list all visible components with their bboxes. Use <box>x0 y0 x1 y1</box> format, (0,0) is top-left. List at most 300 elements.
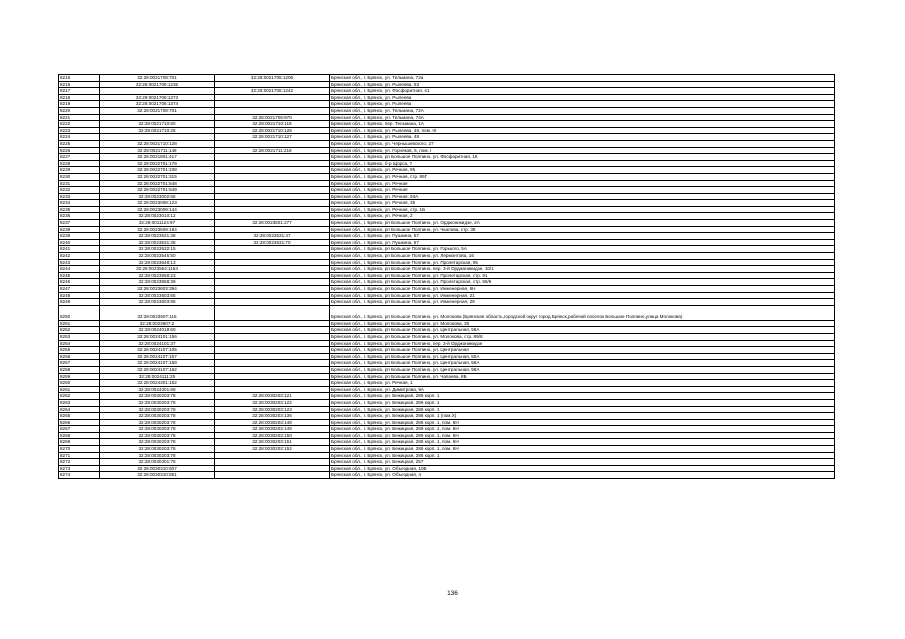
table-row <box>59 327 835 334</box>
land-cadastral-number: 32:28:0023009:144 <box>100 206 215 213</box>
address-cell: Брянская обл., г. Брянск, ул. Речная, 93А <box>330 193 835 200</box>
table-row <box>59 465 835 472</box>
row-number: 8253 <box>59 333 100 340</box>
building-cadastral-number: 32:28:0023531:70 <box>215 239 330 246</box>
land-cadastral-number: 32:28:0024018:60 <box>100 327 215 334</box>
land-cadastral-number: 32:28:0011124:97 <box>100 220 215 227</box>
row-number: 8229 <box>59 167 100 174</box>
row-number: 8250 <box>59 305 100 320</box>
row-number: 8265 <box>59 413 100 420</box>
land-cadastral-number: 32:28:0030203:78 <box>100 432 215 439</box>
land-cadastral-number: 32:28:0030301:76 <box>100 459 215 466</box>
land-cadastral-number: 32:28:0024107:157 <box>100 353 215 360</box>
address-cell: Брянская обл., г. Брянск, ул. Рылеева, 48 <box>330 134 835 141</box>
land-cadastral-number: 32:28:0023603:65 <box>100 292 215 299</box>
table-row <box>59 107 835 114</box>
land-cadastral-number: 32:28:0023558:23 <box>100 272 215 279</box>
land-cadastral-number: 32:28:0030203:78 <box>100 439 215 446</box>
building-cadastral-number <box>215 206 330 213</box>
row-number: 8247 <box>59 286 100 293</box>
row-number: 8223 <box>59 127 100 134</box>
land-cadastral-number: 32:28:0023531:38 <box>100 239 215 246</box>
row-number: 8257 <box>59 360 100 367</box>
address-cell: Брянская обл., г. Брянск, ул. Рылеева, 48, пом. III <box>330 127 835 134</box>
row-number: 8272 <box>59 459 100 466</box>
building-cadastral-number <box>215 213 330 220</box>
table-row <box>59 239 835 246</box>
building-cadastral-number <box>215 360 330 367</box>
address-cell: Брянская обл., г. Брянск, ул. Тельмана, 74А <box>330 114 835 121</box>
table-row <box>59 353 835 360</box>
address-cell: Брянская обл., г. Брянск, рп Большое Полпино, пер. 3-й Орджоникидзе, 10/1 <box>330 266 835 273</box>
building-cadastral-number <box>215 107 330 114</box>
building-cadastral-number <box>215 380 330 387</box>
row-number: 8249 <box>59 299 100 306</box>
table-row <box>59 426 835 433</box>
land-cadastral-number: 32:28:0030310:607 <box>100 465 215 472</box>
building-cadastral-number <box>215 226 330 233</box>
building-cadastral-number <box>215 299 330 306</box>
table-row <box>59 233 835 240</box>
building-cadastral-number: 32:28:0030203:121 <box>215 393 330 400</box>
address-cell: Брянская обл., г. Брянск, рп Большое Полпино, ул. Чкалова, стр. 38 <box>330 226 835 233</box>
land-cadastral-number: 32:28:0023607:2 <box>100 320 215 327</box>
building-cadastral-number <box>215 327 330 334</box>
table-row <box>59 272 835 279</box>
table-row <box>59 366 835 373</box>
table-row <box>59 246 835 253</box>
land-cadastral-number <box>100 114 215 121</box>
building-cadastral-number <box>215 465 330 472</box>
address-cell: Брянская обл., г. Брянск, рп Большое Полпино, ул. Чапаева, 8Б <box>330 373 835 380</box>
row-number: 8259 <box>59 373 100 380</box>
building-cadastral-number <box>215 340 330 347</box>
building-cadastral-number <box>215 353 330 360</box>
row-number: 8220 <box>59 107 100 114</box>
building-cadastral-number <box>215 94 330 101</box>
building-cadastral-number: 32:28:0023501:277 <box>215 220 330 227</box>
address-cell: Брянская обл., г. Брянск, ул. Рылеева <box>330 101 835 108</box>
table-row <box>59 380 835 387</box>
row-number: 8243 <box>59 259 100 266</box>
table-row <box>59 386 835 393</box>
table-row <box>59 127 835 134</box>
row-number: 8264 <box>59 406 100 413</box>
address-cell: Брянская обл., г. Брянск, ул. Объездная, 4 <box>330 472 835 479</box>
land-cadastral-number: 32:28:0021710:80 <box>100 121 215 128</box>
row-number: 8225 <box>59 140 100 147</box>
row-number: 8224 <box>59 134 100 141</box>
building-cadastral-number <box>215 180 330 187</box>
land-cadastral-number: 32:28:0023008:123 <box>100 200 215 207</box>
table-row <box>59 94 835 101</box>
land-cadastral-number: 32:28:0030310:651 <box>100 472 215 479</box>
address-cell: Брянская обл., г. Брянск, ул. Речная <box>330 187 835 194</box>
land-cadastral-number: 32:28:0021711:148 <box>100 147 215 154</box>
land-cadastral-number <box>100 88 215 95</box>
row-number: 8271 <box>59 452 100 459</box>
row-number: 8266 <box>59 419 100 426</box>
address-cell: Брянская обл., г. Брянск, ул. Бежицкая, 286 корп. 1 <box>330 393 835 400</box>
address-cell: Брянская обл., г. Брянск, ул. Бежицкая, 286 корп. 1, пом. 6Н <box>330 446 835 453</box>
land-cadastral-number: 32:28:0023010:12 <box>100 213 215 220</box>
table-row <box>59 446 835 453</box>
land-cadastral-number <box>100 134 215 141</box>
row-number: 8233 <box>59 193 100 200</box>
building-cadastral-number <box>215 173 330 180</box>
land-cadastral-number: 32:28:0023603:394 <box>100 286 215 293</box>
row-number: 8237 <box>59 220 100 227</box>
table-row <box>59 333 835 340</box>
address-cell: Брянская обл., г. Брянск, ул. Фосфоритная, 41 <box>330 88 835 95</box>
address-cell: Брянская обл., г. Брянск, рп Большое Полпино, ул. Молокова, стр. 89/8 <box>330 333 835 340</box>
row-number: 8274 <box>59 472 100 479</box>
row-number: 8267 <box>59 426 100 433</box>
land-cadastral-number: 32:28:0023509:184 <box>100 226 215 233</box>
row-number: 8228 <box>59 160 100 167</box>
table-row <box>59 167 835 174</box>
table-row <box>59 173 835 180</box>
table-row <box>59 200 835 207</box>
land-cadastral-number: 32:28:0024107:105 <box>100 347 215 354</box>
building-cadastral-number <box>215 266 330 273</box>
land-cadastral-number: 32:28:0023545:50 <box>100 253 215 260</box>
address-cell: Брянская обл., г. Брянск, ул. Речная, 35 <box>330 200 835 207</box>
building-cadastral-number <box>215 472 330 479</box>
cadastral-table <box>58 74 835 479</box>
row-number: 8227 <box>59 154 100 161</box>
address-cell: Брянская обл., г. Брянск, рп Большое Полпино, ул. Центральная <box>330 347 835 354</box>
row-number: 8251 <box>59 320 100 327</box>
row-number: 8234 <box>59 200 100 207</box>
row-number: 8240 <box>59 239 100 246</box>
building-cadastral-number: 32:28:0021710:127 <box>215 134 330 141</box>
row-number: 8269 <box>59 439 100 446</box>
address-cell: Брянская обл., г. Брянск, ул. Бежицкая, 286 корп. 1, пом. 6Н <box>330 419 835 426</box>
land-cadastral-number: 32:28:0022701:549 <box>100 187 215 194</box>
land-cadastral-number: 32:28:0030203:78 <box>100 419 215 426</box>
land-cadastral-number: 32:28:0030203:78 <box>100 452 215 459</box>
table-row <box>59 154 835 161</box>
land-cadastral-number: 32:28:0023554:1154 <box>100 266 215 273</box>
address-cell: Брянская обл., г. Брянск, рп Большое Полпино, ул. Молокова (Брянская область,городской округ город Брянск,рабочий поселок Большое Полпино,улица Молокова) <box>330 305 835 320</box>
row-number: 8215 <box>59 75 100 82</box>
address-cell: Брянская обл., г. Брянск, рп Большое Полпино, ул. Центральная, 58А <box>330 360 835 367</box>
row-number: 8241 <box>59 246 100 253</box>
land-cadastral-number: 32:28:0022701:315 <box>100 173 215 180</box>
building-cadastral-number <box>215 259 330 266</box>
land-cadastral-number: 32:28:0021708:701 <box>100 107 215 114</box>
address-cell: Брянская обл., г. Брянск, ул. Речная, стр. 95Г <box>330 173 835 180</box>
address-cell: Брянская обл., г. Брянск, рп Большое Полпино, ул. Инженерная, 21 <box>330 292 835 299</box>
row-number: 8221 <box>59 114 100 121</box>
address-cell: Брянская обл., г. Брянск, ул. Речная, 95 <box>330 167 835 174</box>
row-number: 8268 <box>59 432 100 439</box>
land-cadastral-number: 32:28:0021710:26 <box>100 127 215 134</box>
building-cadastral-number: 32:28:0030203:122 <box>215 399 330 406</box>
building-cadastral-number <box>215 286 330 293</box>
address-cell: Брянская обл., г. Брянск, ул. Бежицкая, 286 корп. 1, пом. 6Н <box>330 426 835 433</box>
row-number: 8235 <box>59 206 100 213</box>
land-cadastral-number: 32:28:0024101:156 <box>100 333 215 340</box>
building-cadastral-number <box>215 333 330 340</box>
table-row <box>59 147 835 154</box>
table-row <box>59 413 835 420</box>
land-cadastral-number: 32:28:0023532:15 <box>100 246 215 253</box>
building-cadastral-number <box>215 292 330 299</box>
address-cell: Брянская обл., г. Брянск, б-р Щорса, 7 <box>330 160 835 167</box>
address-cell: Брянская обл., г. Брянск, пер. Тельмана, 1А <box>330 121 835 128</box>
row-number: 8232 <box>59 187 100 194</box>
address-cell: Брянская обл., г. Брянск, ул. Бежицкая, 286 корп. 1 <box>330 406 835 413</box>
table-row <box>59 213 835 220</box>
address-cell: Брянская обл., г. Брянск, ул. Речная, 1 <box>330 380 835 387</box>
table-row <box>59 347 835 354</box>
building-cadastral-number: 32:28:0030203:136 <box>215 413 330 420</box>
row-number: 8273 <box>59 465 100 472</box>
address-cell: Брянская обл., г. Брянск, ул. Бежицкая, 286 корп. 1 <box>330 399 835 406</box>
table-row <box>59 193 835 200</box>
address-cell: Брянская обл., г. Брянск, ул. Рылеева, 53 <box>330 81 835 88</box>
land-cadastral-number: 32:28:0030203:78 <box>100 413 215 420</box>
land-cadastral-number: 32:28:0030203:78 <box>100 446 215 453</box>
address-cell: Брянская обл., г. Брянск, рп Большое Полпино, ул. Центральная, 50А <box>330 353 835 360</box>
address-cell: Брянская обл., г. Брянск, ул. Тельмана, 72а <box>330 75 835 82</box>
address-cell: Брянская обл., г. Брянск, рп Большое Полпино, ул. Пролетарская, 95 <box>330 259 835 266</box>
land-cadastral-number: 32:28:0021708:1373 <box>100 94 215 101</box>
address-cell: Брянская обл., г. Брянск, рп Большое Полпино, ул. Пролетарская, стр. 65/6 <box>330 279 835 286</box>
table-row <box>59 459 835 466</box>
land-cadastral-number: 32:28:0030203:78 <box>100 426 215 433</box>
address-cell: Брянская обл., г. Брянск, рп Большое Полпино, ул. Центральная, 58А <box>330 366 835 373</box>
building-cadastral-number <box>215 373 330 380</box>
land-cadastral-number: 32:28:0023531:38 <box>100 233 215 240</box>
building-cadastral-number: 32:28:0030203:149 <box>215 426 330 433</box>
building-cadastral-number: 32:28:0021708:1242 <box>215 88 330 95</box>
row-number: 8226 <box>59 147 100 154</box>
land-cadastral-number: 32:28:0023558:39 <box>100 279 215 286</box>
building-cadastral-number: 32:28:0023531:47 <box>215 233 330 240</box>
table-row <box>59 75 835 82</box>
row-number: 8217 <box>59 88 100 95</box>
land-cadastral-number: 32:28:0024101:37 <box>100 340 215 347</box>
table-row <box>59 160 835 167</box>
row-number: 8248 <box>59 292 100 299</box>
address-cell: Брянская обл., г. Брянск, ул. Рылеева <box>330 94 835 101</box>
row-number: 8258 <box>59 366 100 373</box>
building-cadastral-number <box>215 246 330 253</box>
row-number: 8261 <box>59 386 100 393</box>
table-row <box>59 419 835 426</box>
table-row <box>59 253 835 260</box>
building-cadastral-number <box>215 160 330 167</box>
land-cadastral-number: 32:28:0022701:238 <box>100 167 215 174</box>
address-cell: Брянская обл., г. Брянск, ул. Речная, стр. 1Б <box>330 206 835 213</box>
building-cadastral-number <box>215 81 330 88</box>
table-row <box>59 292 835 299</box>
land-cadastral-number: 32:28:0030203:78 <box>100 406 215 413</box>
land-cadastral-number: 32:28:0023607:115 <box>100 305 215 320</box>
table-row <box>59 360 835 367</box>
land-cadastral-number: 32:28:0022701:548 <box>100 180 215 187</box>
table-row <box>59 393 835 400</box>
building-cadastral-number <box>215 279 330 286</box>
address-cell: Брянская обл., г. Брянск, ул. Речная, 2 <box>330 213 835 220</box>
land-cadastral-number: 32:28:0023548:13 <box>100 259 215 266</box>
row-number: 8260 <box>59 380 100 387</box>
building-cadastral-number: 32:28:0030203:152 <box>215 446 330 453</box>
address-cell: Брянская обл., г. Брянск, ул. Бежицкая, 286 корп. 1, пом. 6Н <box>330 432 835 439</box>
row-number: 8216 <box>59 81 100 88</box>
building-cadastral-number <box>215 167 330 174</box>
table-row <box>59 101 835 108</box>
page-number: 136 <box>447 590 458 597</box>
building-cadastral-number <box>215 452 330 459</box>
row-number: 8244 <box>59 266 100 273</box>
land-cadastral-number: 32:28:0030203:78 <box>100 393 215 400</box>
row-number: 8256 <box>59 353 100 360</box>
land-cadastral-number: 32:28:0030203:78 <box>100 399 215 406</box>
land-cadastral-number: 32:28:0023002:65 <box>100 193 215 200</box>
table-row <box>59 114 835 121</box>
land-cadastral-number: 32:28:0024301:68 <box>100 386 215 393</box>
address-cell: Брянская обл., г. Брянск, ул. Горняков, 5, пом. I <box>330 147 835 154</box>
address-cell: Брянская обл., г. Брянск, ул. Пушкина, 57 <box>330 239 835 246</box>
table-row <box>59 432 835 439</box>
land-cadastral-number: 32:28:0021708:701 <box>100 75 215 82</box>
table-body <box>59 75 835 479</box>
table-row <box>59 452 835 459</box>
table-row <box>59 399 835 406</box>
building-cadastral-number <box>215 347 330 354</box>
address-cell: Брянская обл., г. Брянск, рп Большое Полпино, ул. Фосфоритная, 1К <box>330 154 835 161</box>
land-cadastral-number: 32:28:0021708:1235 <box>100 81 215 88</box>
address-cell: Брянская обл., г. Брянск, рп Большое Полпино, ул. Лермонтова, 16 <box>330 253 835 260</box>
table-row <box>59 226 835 233</box>
table-row <box>59 472 835 479</box>
address-cell: Брянская обл., г. Брянск, рп Большое Полпино, ул. Орджоникидзе, 2А <box>330 220 835 227</box>
table-row <box>59 439 835 446</box>
building-cadastral-number <box>215 154 330 161</box>
table-row <box>59 320 835 327</box>
land-cadastral-number: 32:28:0024111:25 <box>100 373 215 380</box>
address-cell: Брянская обл., г. Брянск, рп Большое Полпино, ул. Инженерная, 29 <box>330 299 835 306</box>
row-number: 8236 <box>59 213 100 220</box>
table-row <box>59 187 835 194</box>
table-row <box>59 121 835 128</box>
table-row <box>59 266 835 273</box>
building-cadastral-number: 32:28:0030203:123 <box>215 406 330 413</box>
table-row <box>59 220 835 227</box>
building-cadastral-number: 32:28:0030203:148 <box>215 419 330 426</box>
address-cell: Брянская обл., г. Брянск, рп Большое Полпино, ул. Горького, 5А <box>330 246 835 253</box>
table-row <box>59 81 835 88</box>
table-row <box>59 279 835 286</box>
address-cell: Брянская обл., г. Брянск, ул. Димитрова, 9А <box>330 386 835 393</box>
table-row <box>59 305 835 320</box>
building-cadastral-number <box>215 140 330 147</box>
address-cell: Брянская обл., г. Брянск, ул. Пушкина, 57 <box>330 233 835 240</box>
table-row <box>59 206 835 213</box>
row-number: 8254 <box>59 340 100 347</box>
table-row <box>59 340 835 347</box>
address-cell: Брянская обл., г. Брянск, ул. Чернышевского, 27 <box>330 140 835 147</box>
address-cell: Брянская обл., г. Брянск, рп Большое Полпино, ул. Центральная, 58А <box>330 327 835 334</box>
table-row <box>59 259 835 266</box>
building-cadastral-number <box>215 101 330 108</box>
row-number: 8255 <box>59 347 100 354</box>
land-cadastral-number: 32:28:0021710:128 <box>100 140 215 147</box>
building-cadastral-number: 32:28:0021711:218 <box>215 147 330 154</box>
building-cadastral-number <box>215 200 330 207</box>
building-cadastral-number <box>215 320 330 327</box>
row-number: 8270 <box>59 446 100 453</box>
table-row <box>59 373 835 380</box>
row-number: 8222 <box>59 121 100 128</box>
building-cadastral-number <box>215 459 330 466</box>
address-cell: Брянская обл., г. Брянск, рп Большое Полпино, ул. Пролетарская, стр. 91 <box>330 272 835 279</box>
land-cadastral-number: 32:28:0021708:1374 <box>100 101 215 108</box>
address-cell: Брянская обл., г. Брянск, ул. Объездная, 10Б <box>330 465 835 472</box>
row-number: 8239 <box>59 233 100 240</box>
land-cadastral-number: 32:28:0021801:417 <box>100 154 215 161</box>
building-cadastral-number <box>215 366 330 373</box>
address-cell: Брянская обл., г. Брянск, ул. Бежицкая, 286 корп. 1 (пом.Х) <box>330 413 835 420</box>
row-number: 8219 <box>59 101 100 108</box>
building-cadastral-number: 32:28:0021710:118 <box>215 121 330 128</box>
land-cadastral-number: 32:28:0023603:85 <box>100 299 215 306</box>
building-cadastral-number: 32:28:0021708:1206 <box>215 75 330 82</box>
address-cell: Брянская обл., г. Брянск, рп Большое Полпино, ул. Молокова, 35 <box>330 320 835 327</box>
table-row <box>59 134 835 141</box>
land-cadastral-number: 32:28:0024107:162 <box>100 366 215 373</box>
table-row <box>59 140 835 147</box>
table-row <box>59 180 835 187</box>
address-cell: Брянская обл., г. Брянск, ул. Тельмана, 72А <box>330 107 835 114</box>
row-number: 8238 <box>59 226 100 233</box>
address-cell: Брянская обл., г. Брянск, рп Большое Полпино, ул. Инженерная, 6Н <box>330 286 835 293</box>
building-cadastral-number: 32:28:0021710:126 <box>215 127 330 134</box>
land-cadastral-number: 32:28:0024107:158 <box>100 360 215 367</box>
building-cadastral-number: 32:28:0021708:970 <box>215 114 330 121</box>
table-row <box>59 88 835 95</box>
row-number: 8246 <box>59 279 100 286</box>
building-cadastral-number <box>215 187 330 194</box>
row-number: 8262 <box>59 393 100 400</box>
land-cadastral-number: 32:28:0022701:179 <box>100 160 215 167</box>
row-number: 8245 <box>59 272 100 279</box>
building-cadastral-number <box>215 253 330 260</box>
row-number: 8252 <box>59 327 100 334</box>
building-cadastral-number <box>215 193 330 200</box>
address-cell: Брянская обл., г. Брянск, рп Большое Полпино, пер. 3-й Орджоникидзе <box>330 340 835 347</box>
table-row <box>59 299 835 306</box>
address-cell: Брянская обл., г. Брянск, ул. Речная <box>330 180 835 187</box>
row-number: 8263 <box>59 399 100 406</box>
address-cell: Брянская обл., г. Брянск, ул. Бежицкая, 257 <box>330 459 835 466</box>
building-cadastral-number <box>215 272 330 279</box>
table-row <box>59 286 835 293</box>
building-cadastral-number <box>215 386 330 393</box>
building-cadastral-number <box>215 305 330 320</box>
row-number: 8231 <box>59 180 100 187</box>
table-row <box>59 406 835 413</box>
address-cell: Брянская обл., г. Брянск, ул. Бежицкая, 286 корп. 1, пом. 6Н <box>330 439 835 446</box>
land-cadastral-number: 32:28:0024301:162 <box>100 380 215 387</box>
address-cell: Брянская обл., г. Брянск, ул. Бежицкая, 286 корп. 1 <box>330 452 835 459</box>
row-number: 8230 <box>59 173 100 180</box>
row-number: 8242 <box>59 253 100 260</box>
